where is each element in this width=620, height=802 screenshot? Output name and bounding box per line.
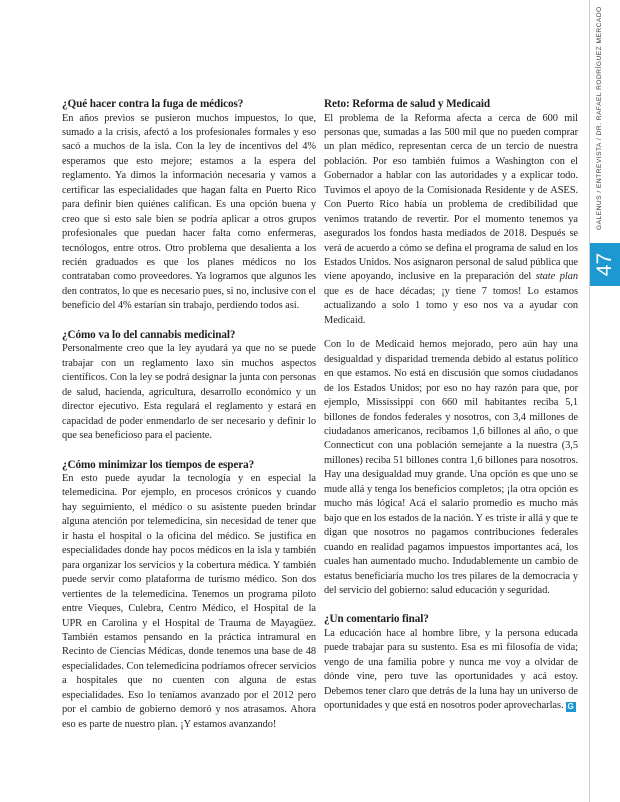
section-paragraph: En esto puede ayudar la tecnología y en especial la telemedicina. Por ejemplo, en procesos crónicos y cuando hay seguimiento, el médico o su asistente pueden brindar alguna atención por telemedicina, sin necesidad de tener que ir hasta el hospital o la oficina del médico. Se justifica en especialidades donde hay pocos médicos en la isla y también para organizar los servicios y la cobertura médica. Y también puede servir como plataforma de turismo médico. Son dos vertientes de la telemedicina. Tenemos un programa piloto entre Vieques, Culebra, Centro Médico, el Hospital de la UPR en Carolina y el Hospital de Trauma de Mayagüez. También estamos pensando en la práctica intramural en Recinto de Ciencias Médicas, donde tenemos una base de 48 especialidades. Con telemedicina podríamos ofrecer servicios a hospitales que no cuenten con alguna de estas especialidades. Eso lo teníamos avanzado por el 2012 pero por el cambio de gobierno demoró y nos atrasamos. Ahora eso es parte de nuestro plan. ¡Y estamos avanzando! [62, 473, 316, 730]
paragraph-text: El problema de la Reforma afecta a cerca de 600 mil personas que, sumadas a las 500 mil que no pueden comprar un plan médico, representan cerca de un tercio de nuestra población. Por eso también fuimos a Washington con el Gobernador a hablar con las autoridades y a explicar todo. Tuvimos el apoyo de la Comisionada Residente y de ASES. Con Puerto Rico había un problema de credibilidad que venimos tratando de revertir. Por el momento tenemos ya asegurados los fondos hasta mediados de 2018. Después se verá de acuerdo a cómo se defina el programa de salud en los Estados Unidos. Nos asignaron personal de salud pública que viene apoyando, inclusive en la preparación del [324, 112, 578, 283]
section-paragraph: Con lo de Medicaid hemos mejorado, pero aún hay una desigualdad y disparidad tremenda debido al estatus político en que estamos. No está en discusión que somos ciudadanos de los Estados Unidos; por eso no hay razón para que, por ejemplo, Mississippi con 660 mil habitantes reciba 5,1 billones de fondos federales y nosotros, con 3,4 millones de ciudadanos americanos, recibamos 1,6 billones al año, o que Connecticut con una población semejante a la nuestra (3,5 millones) reciba 51 billones contra 1,6 billones para nosotros. Hay una desigualdad muy grande. Una opción es que uno se mude allá y tenga los beneficios completos; ¡la otra opción es mucho más lógica! Acá el salario promedio es mucho más bajo que en los estados de la nación. Y es triste ir allá y que te digan que nosotros no pagamos contribuciones federales cuando en realidad pagamos impuestos importantes acá, los cuales han aumentado mucho. Indudablemente un cambio de estatus beneficiaría mucho los tres pilares de la democracia y del servicio del gobierno: salud educación y seguridad. [324, 339, 578, 596]
paragraph-text: que es de hace décadas; ¡y tiene 7 tomos! Lo estamos actualizando a solo 1 tomo y eso nos va a ayudar con Medicaid. [324, 285, 578, 326]
italic-term: state plan [535, 271, 578, 283]
section-heading: ¿Un comentario final? [324, 613, 429, 626]
section-heading: ¿Qué hacer contra la fuga de médicos? [62, 98, 244, 110]
paragraph-text: La educación hace al hombre libre, y la persona educada puede trabajar para su sustento. Esa es mi filosofía de vida; vengo de una familia pobre y nunca me voy a olvidar de dónde vine, pero tuve las oportunidades y acá estoy. Debemos tener claro que detrás de la luna hay un universo de oportunidades y que está en nosotros poder aprovecharlas. [324, 627, 578, 712]
section-heading: Reto: Reforma de salud y Medicaid [324, 98, 491, 110]
section-heading: ¿Cómo va lo del cannabis medicinal? [62, 328, 236, 341]
section-paragraph [324, 627, 578, 714]
sidebar-divider [589, 0, 590, 802]
section-paragraph: En años previos se pusieron muchos impuestos, lo que, sumado a la crisis, afectó a los profesionales formales y eso sacó a muchos de la isla. Con la ley de incentivos del 4% esperamos que esto mejore; estamos a la espera del reglamento. Ya dimos la información necesaria y vamos a certificar las especialidades que hagan falta en Puerto Rico para definir bien quiénes califican. Es una opción buena y creo que si esto sale bien se podría aplicar a otros grupos profesionales que puedan hacer falta como enfermeras, tecnólogos, entre otros. Otro problema que desalienta a los recién graduados es que los planes médicos no los contrataban como proveedores. Ya logramos que algunos les den contratos, lo que es necesario pues, si no, inclusive con el beneficio del 4% estarían sin trabajo, perdiendo todos así. [62, 112, 316, 312]
page-number: 47 [593, 252, 616, 277]
section-paragraph [324, 112, 578, 329]
right-column [324, 97, 578, 714]
left-column [62, 97, 316, 732]
section-paragraph: Personalmente creo que la ley ayudará ya que no se puede trabajar con un reglamento laxo sin muchos aspectos científicos. Con la ley se podrá designar la junta con personas de salud, hacienda, agricultura, desarrollo económico y un director ejecutivo. Esta regulará el reglamento y estará en capacidad de poder enmendarlo de ser necesario y definir lo que sea beneficioso para el paciente. [62, 343, 316, 442]
page-number-tab [590, 243, 620, 286]
section-heading: ¿Cómo minimizar los tiempos de espera? [62, 458, 255, 471]
end-mark-icon: G [567, 702, 574, 712]
running-title: GALENUS / ENTREVISTA / DR. RAFAEL RODRÍGUEZ MERCADO [596, 6, 603, 230]
